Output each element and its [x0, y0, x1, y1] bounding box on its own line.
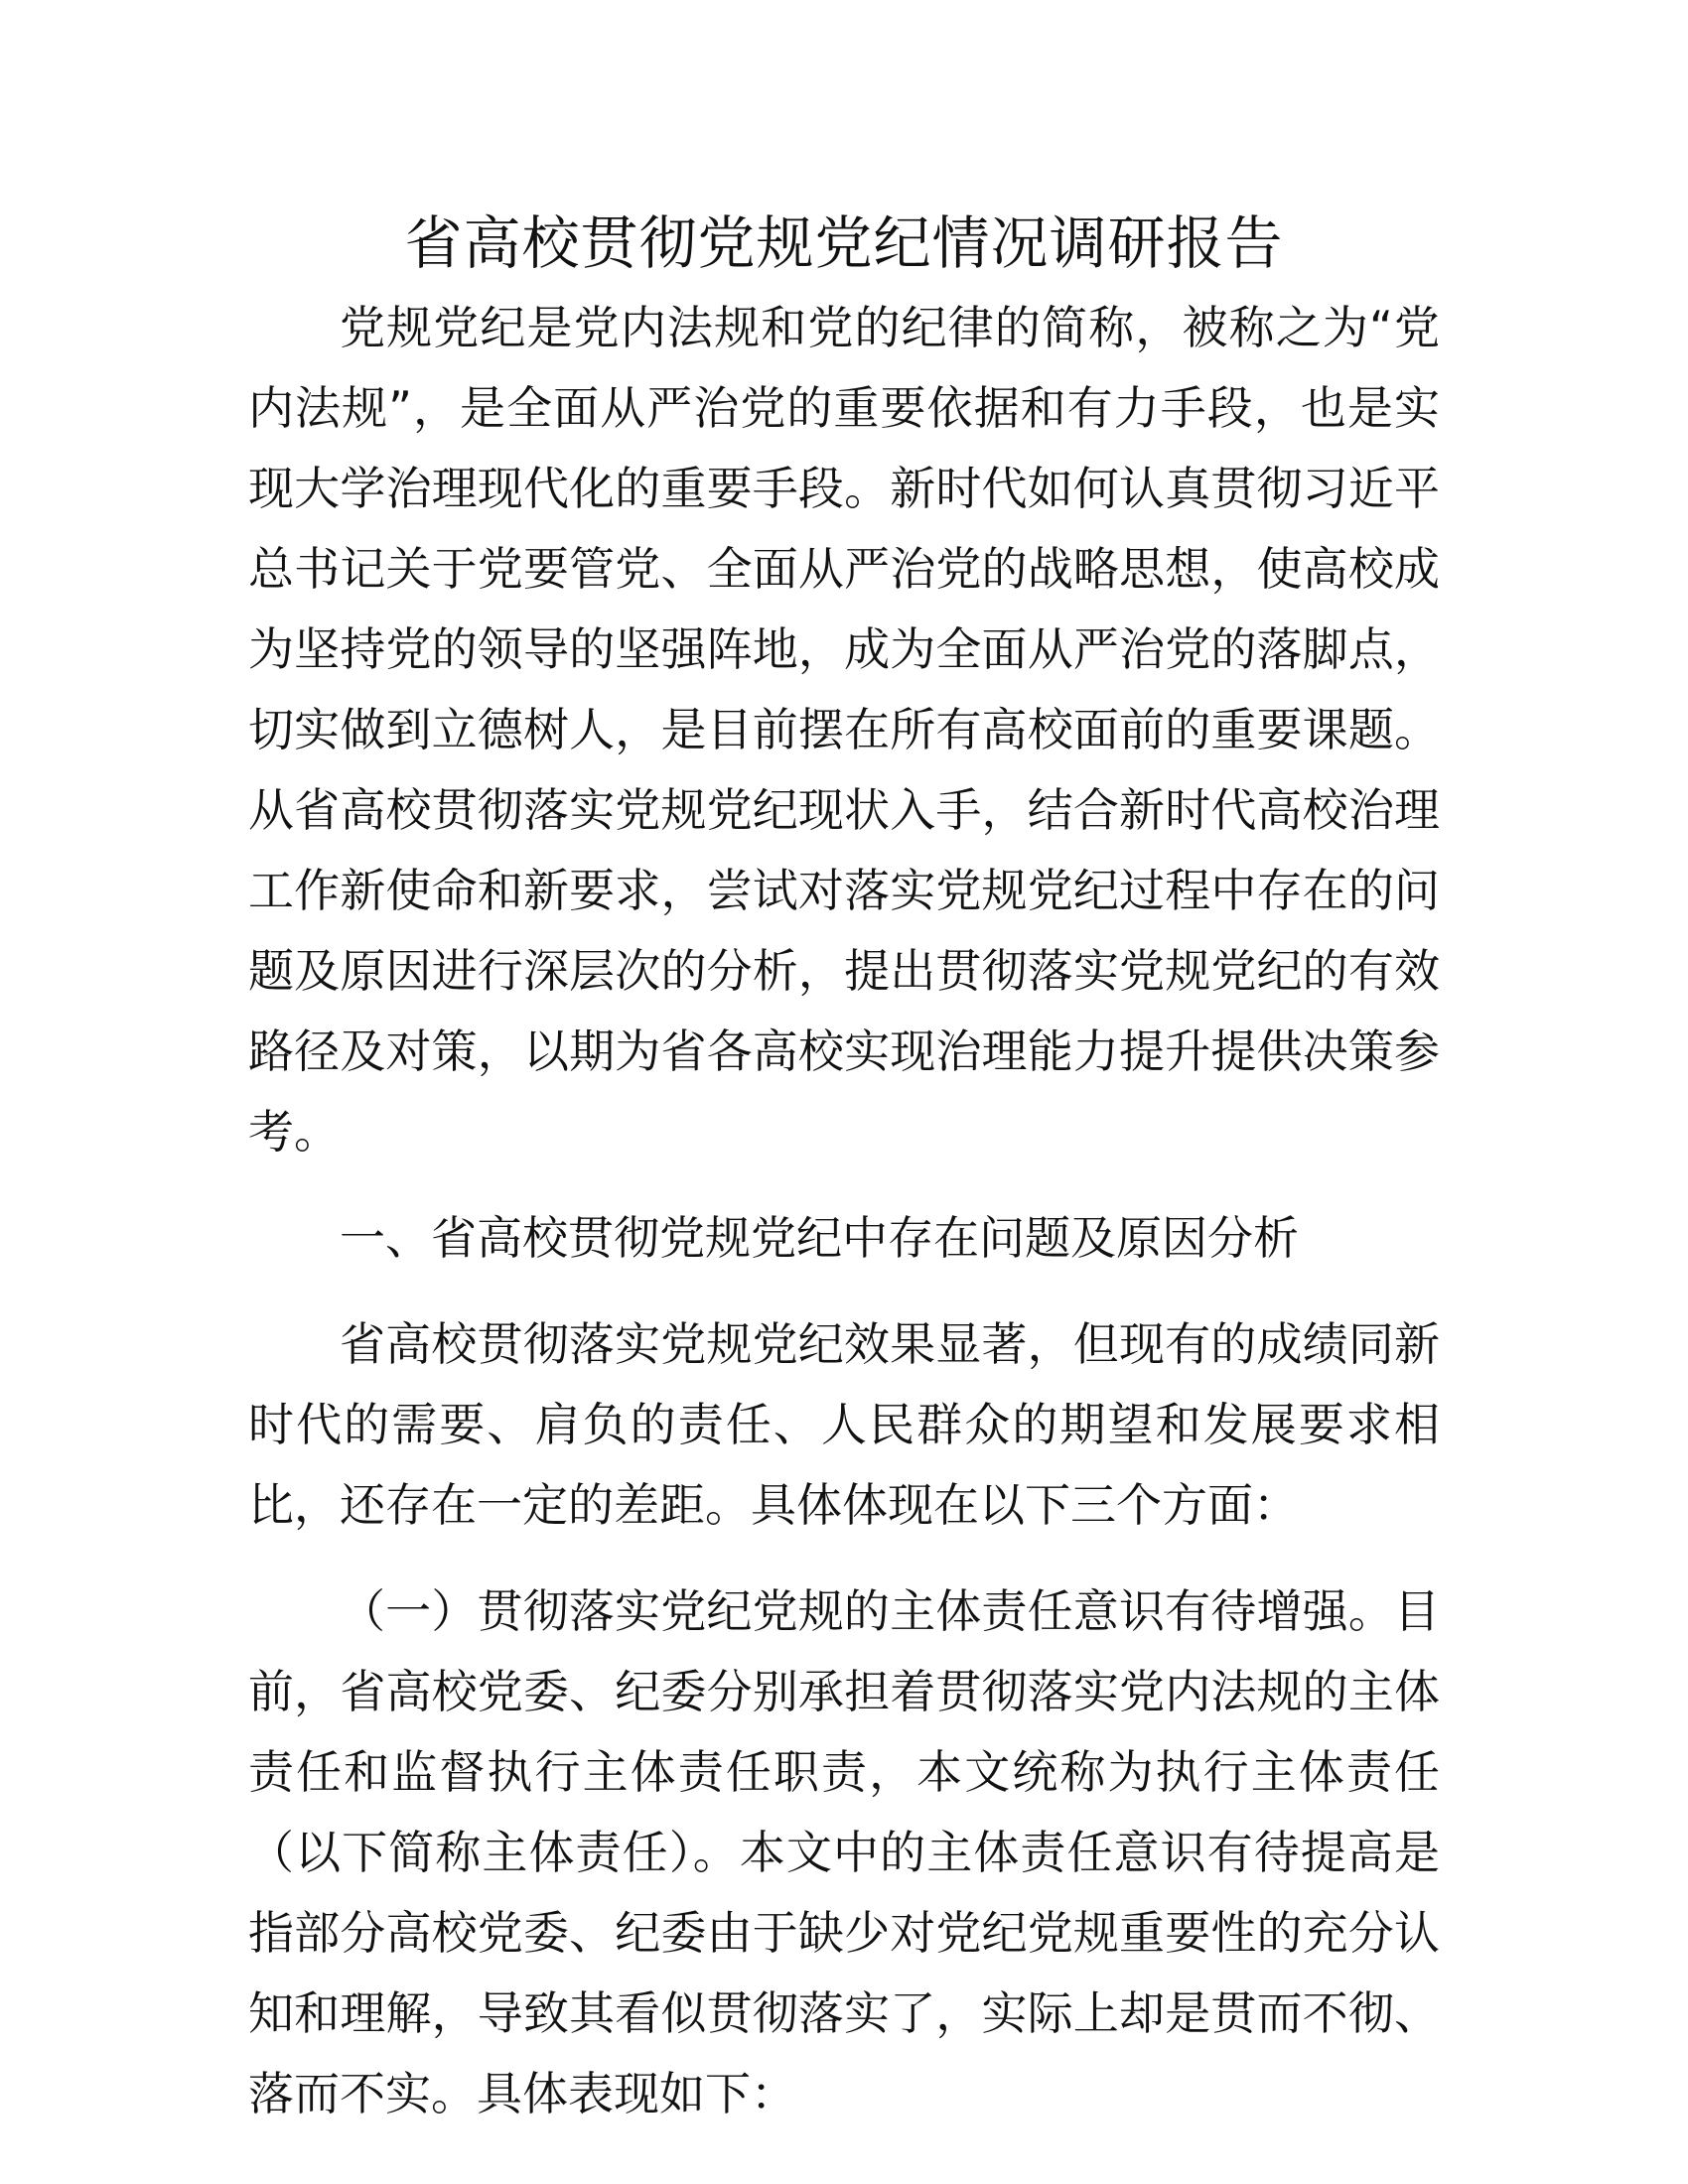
intro-paragraph: 党规党纪是党内法规和党的纪律的简称，被称之为“党内法规”，是全面从严治党的重要依据和有力手段，也是实现大学治理现代化的重要手段。新时代如何认真贯彻习近平总书记关于党要管党、全面从严治党的战略思想，使高校成为坚持党的领导的坚强阵地，成为全面从严治党的落脚点，切实做到立德树人，是目前摆在所有高校面前的重要课题。从省高校贯彻落实党规党纪现状入手，结合新时代高校治理工作新使命和新要求，尝试对落实党规党纪过程中存在的问题及原因进行深层次的分析，提出贯彻落实党规党纪的有效路径及对策，以期为省各高校实现治理能力提升提供决策参考。 — [248, 301, 1440, 1159]
section-heading-1: 一、省高校贯彻党规党纪中存在问题及原因分析 — [340, 1211, 1299, 1265]
subsection-1-paragraph: （一）贯彻落实党纪党规的主体责任意识有待增强。目前，省高校党委、纪委分别承担着贯彻落实党内法规的主体责任和监督执行主体责任职责，本文统称为执行主体责任（以下简称主体责任）。本文中的主体责任意识有待提高是指部分高校党委、纪委由于缺少对党纪党规重要性的充分认知和理解，导致其看似贯彻落实了，实际上却是贯而不彻、落而不实。具体表现如下： — [248, 1584, 1440, 2120]
document-body — [248, 199, 1440, 2134]
document-title: 省高校贯彻党规党纪情况调研报告 — [404, 209, 1284, 277]
section-1-paragraph: 省高校贯彻落实党规党纪效果显著，但现有的成绩同新时代的需要、肩负的责任、人民群众的期望和发展要求相比，还存在一定的差距。具体体现在以下三个方面： — [248, 1317, 1440, 1532]
